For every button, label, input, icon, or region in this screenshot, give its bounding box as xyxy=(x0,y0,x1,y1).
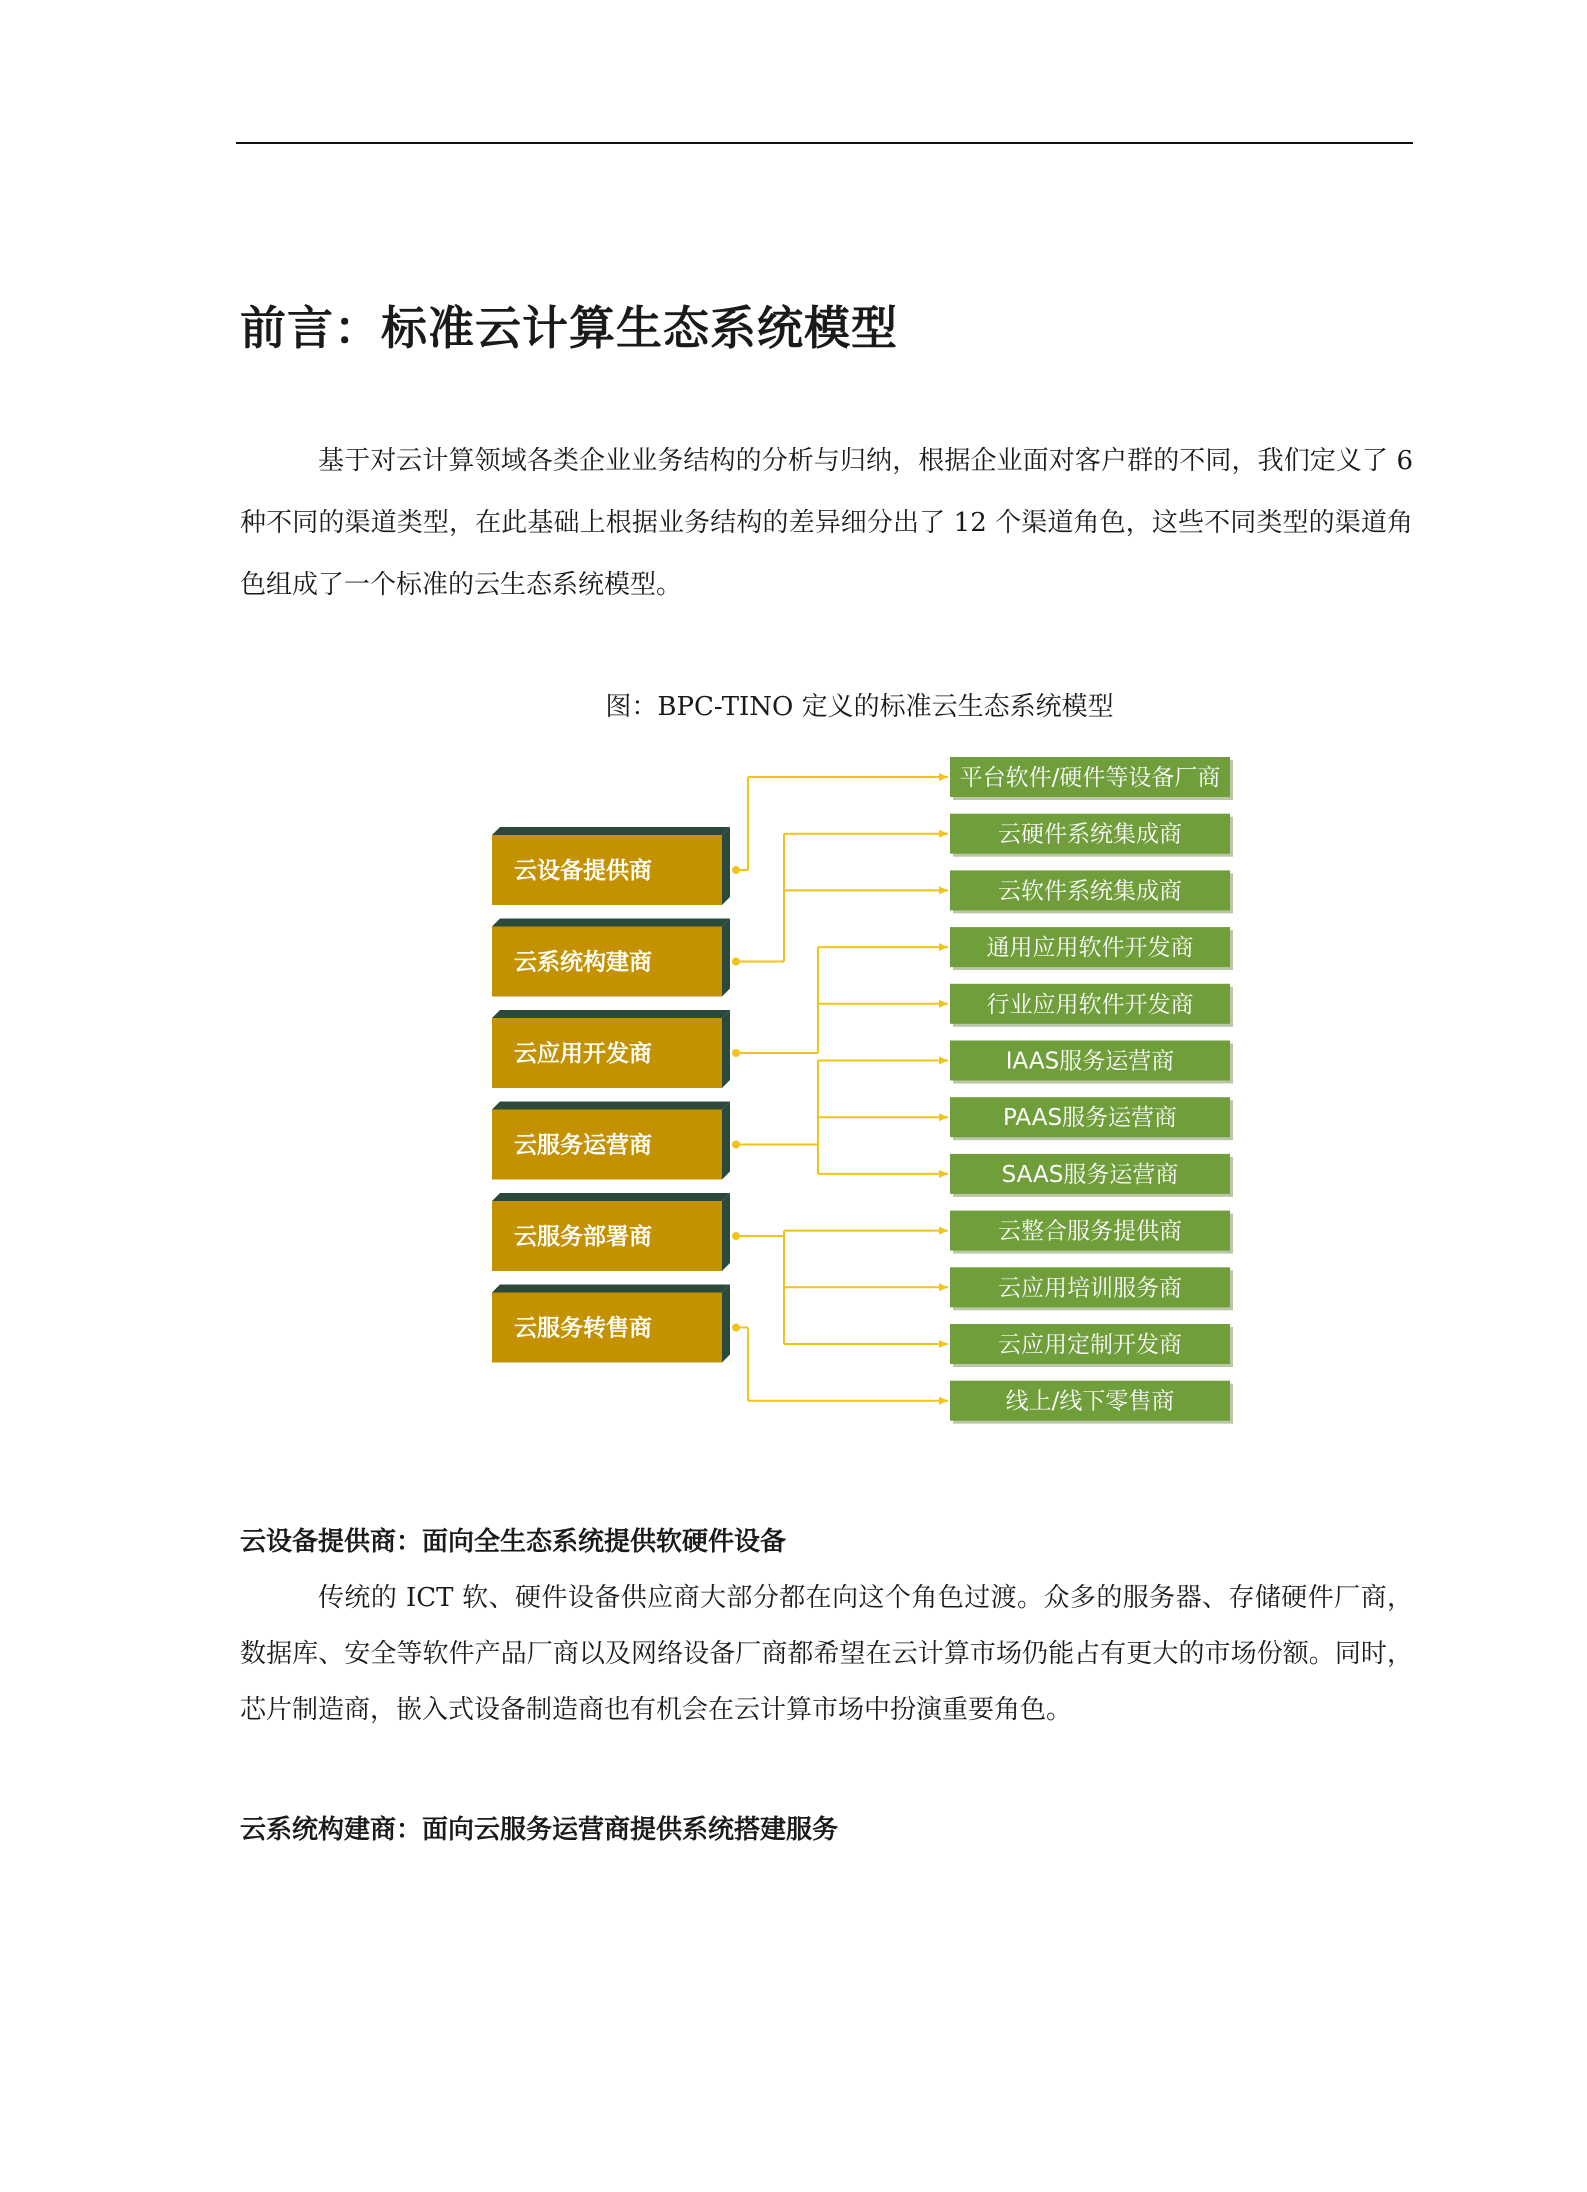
sub-role-label-5: 行业应用软件开发商 xyxy=(986,991,1194,1018)
sub-role-label-3: 云软件系统集成商 xyxy=(998,878,1182,905)
sub-role-box-1 xyxy=(950,757,1233,800)
sub-role-box-3 xyxy=(950,870,1233,913)
sub-role-boxes xyxy=(950,757,1233,1424)
sub-role-box-10 xyxy=(950,1267,1233,1310)
role-label-2: 云系统构建商 xyxy=(514,949,652,976)
sub-role-box-2 xyxy=(950,814,1233,857)
connector-1 xyxy=(732,777,948,874)
role-box-5 xyxy=(492,1193,730,1271)
role-boxes xyxy=(492,827,730,1363)
sub-role-label-9: 云整合服务提供商 xyxy=(998,1218,1182,1245)
role-box-2 xyxy=(492,919,730,997)
role-box-1 xyxy=(492,827,730,905)
sub-role-box-11 xyxy=(950,1324,1233,1367)
section-body-device-provider: 传统的 ICT 软、硬件设备供应商大部分都在向这个角色过渡。众多的服务器、存储硬件厂商，数据库、安全等软件产品厂商以及网络设备厂商都希望在云计算市场仍能占有更大的市场份额。同时，芯片制造商，嵌入式设备制造商也有机会在云计算市场中扮演重要角色。 xyxy=(240,1583,1413,1725)
sub-role-box-7 xyxy=(950,1097,1233,1140)
sub-role-label-1: 平台软件/硬件等设备厂商 xyxy=(959,765,1221,791)
connector-2 xyxy=(732,834,948,966)
sub-role-label-4: 通用应用软件开发商 xyxy=(986,935,1194,962)
sub-role-box-9 xyxy=(950,1211,1233,1254)
role-label-1: 云设备提供商 xyxy=(514,858,652,884)
sub-role-label-7: PAAS服务运营商 xyxy=(1002,1105,1178,1132)
sub-role-box-4 xyxy=(950,927,1233,970)
sub-role-label-2: 云硬件系统集成商 xyxy=(998,821,1182,848)
sub-role-label-12: 线上/线下零售商 xyxy=(1005,1388,1175,1415)
sub-role-label-8: SAAS服务运营商 xyxy=(1001,1161,1179,1188)
sub-role-box-6 xyxy=(950,1041,1233,1084)
role-box-4 xyxy=(492,1102,730,1180)
section-heading-system-builder: 云系统构建商：面向云服务运营商提供系统搭建服务 xyxy=(240,1815,839,1845)
role-box-3 xyxy=(492,1010,730,1088)
section-heading-device-provider: 云设备提供商：面向全生态系统提供软硬件设备 xyxy=(240,1527,787,1557)
sub-role-label-6: IAAS服务运营商 xyxy=(1005,1048,1175,1075)
role-label-5: 云服务部署商 xyxy=(514,1224,652,1250)
figure-caption-text: 图：BPC-TINO 定义的标准云生态系统模型 xyxy=(605,692,1114,722)
sub-role-box-8 xyxy=(950,1154,1233,1197)
sub-role-label-10: 云应用培训服务商 xyxy=(998,1275,1182,1302)
connector-3 xyxy=(732,947,948,1057)
connector-4 xyxy=(732,1061,948,1174)
connector-lines xyxy=(732,777,948,1401)
role-box-6 xyxy=(492,1285,730,1363)
sub-role-box-5 xyxy=(950,984,1233,1027)
intro-paragraph: 基于对云计算领域各类企业业务结构的分析与归纳，根据企业面对客户群的不同，我们定义了 6 种不同的渠道类型，在此基础上根据业务结构的差异细分出了 12 个渠道角色，这些不同类型的渠道角色组成了一个标准的云生态系统模型。 xyxy=(240,446,1413,600)
connector-6 xyxy=(732,1324,948,1401)
sub-role-box-12 xyxy=(950,1381,1233,1424)
connector-5 xyxy=(732,1231,948,1344)
role-label-6: 云服务转售商 xyxy=(514,1315,652,1342)
page-title: 前言：标准云计算生态系统模型 xyxy=(240,301,898,355)
role-label-4: 云服务运营商 xyxy=(514,1132,652,1159)
sub-role-label-11: 云应用定制开发商 xyxy=(998,1332,1182,1358)
role-label-3: 云应用开发商 xyxy=(514,1041,652,1067)
